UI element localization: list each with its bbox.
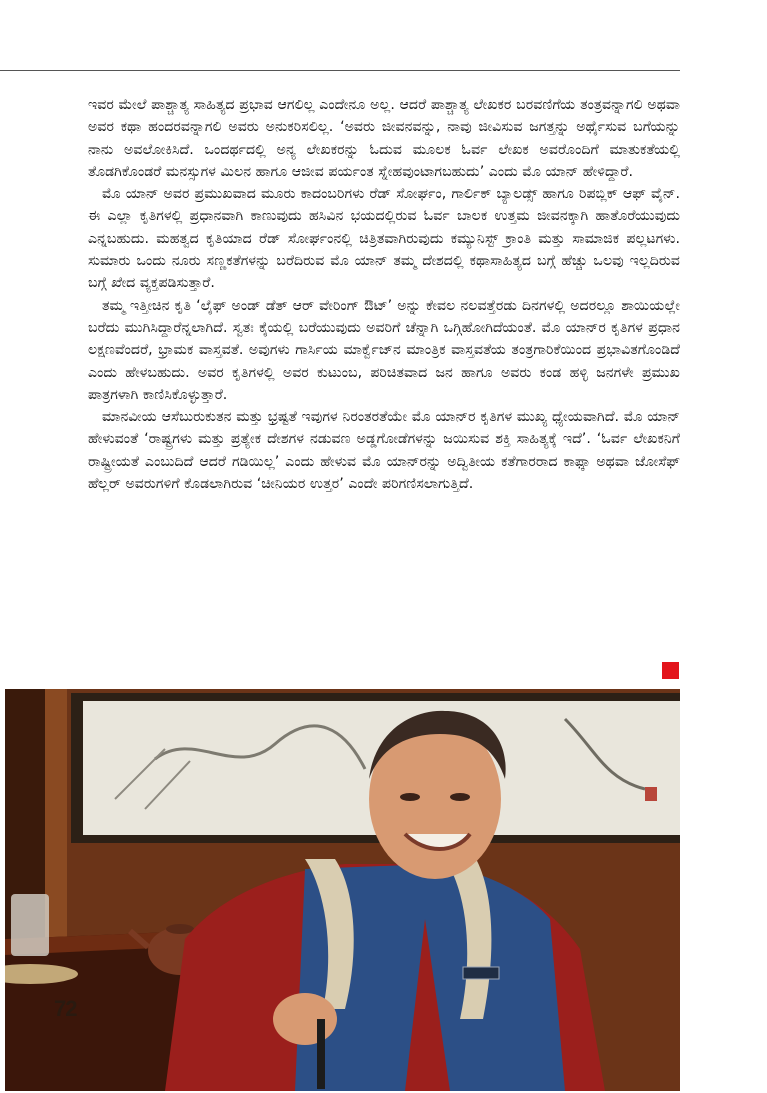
author-photo bbox=[5, 689, 680, 1091]
top-divider bbox=[0, 70, 680, 71]
paragraph-1: ಇವರ ಮೇಲೆ ಪಾಶ್ಚಾತ್ಯ ಸಾಹಿತ್ಯದ ಪ್ರಭಾವ ಆಗಲಿಲ್ಲ ಎಂದೇನೂ ಅಲ್ಲ. ಆದರೆ ಪಾಶ್ಚಾತ್ಯ ಲೇಖಕರ ಬರವಣಿಗೆಯ ತಂತ್ರವನ್ನಾಗಲಿ ಅಥವಾ ಅವರ ಕಥಾ ಹಂದರವನ್ನಾಗಲಿ ಅವರು ಅನುಕರಿಸಲಿಲ್ಲ. ‘ಅವರು ಜೀವನವನ್ನು, ನಾವು ಜೀವಿಸುವ ಜಗತ್ತನ್ನು ಅರ್ಥೈಸುವ ಬಗೆಯನ್ನು ನಾನು ಅವಲೋಕಿಸಿದೆ. ಒಂದರ್ಥದಲ್ಲಿ ಅನ್ಯ ಲೇಖಕರನ್ನು ಓದುವ ಮೂಲಕ ಓರ್ವ ಲೇಖಕ ಅವರೊಂದಿಗೆ ಮಾತುಕತೆಯಲ್ಲಿ ತೊಡಗಿಕೊಂಡರೆ ಮನಸ್ಸುಗಳ ಮಿಲನ ಹಾಗೂ ಆಜೀವ ಪರ್ಯಂತ ಸ್ನೇಹವುಂಟಾಗಬಹುದು’ ಎಂದು ಮೊ ಯಾನ್ ಹೇಳಿದ್ದಾರೆ. bbox=[88, 97, 680, 180]
paragraph-4: ಮಾನವೀಯ ಆಸೆಬುರುಕುತನ ಮತ್ತು ಭ್ರಷ್ಟತೆ ಇವುಗಳ ನಿರಂತರತೆಯೇ ಮೊ ಯಾನ್‌ರ ಕೃತಿಗಳ ಮುಖ್ಯ ಧ್ಯೇಯವಾಗಿದೆ. ಮೊ ಯಾನ್ ಹೇಳುವಂತೆ ‘ರಾಷ್ಟ್ರಗಳು ಮತ್ತು ಪ್ರತ್ಯೇಕ ದೇಶಗಳ ನಡುವಣ ಅಡ್ಡಗೋಡೆಗಳನ್ನು ಜಯಿಸುವ ಶಕ್ತಿ ಸಾಹಿತ್ಯಕ್ಕೆ ಇದೆ’. ‘ಓರ್ವ ಲೇಖಕನಿಗೆ ರಾಷ್ಟ್ರೀಯತೆ ಎಂಬುದಿದೆ ಆದರೆ ಗಡಿಯಿಲ್ಲ’ ಎಂದು ಹೇಳುವ ಮೊ ಯಾನ್‌ರನ್ನು ಅದ್ವಿತೀಯ ಕತೆಗಾರರಾದ ಕಾಫ್ಕಾ ಅಥವಾ ಜೋಸೆಫ್ ಹೆಲ್ಲರ್ ಅವರುಗಳಿಗೆ ಕೊಡಲಾಗಿರುವ ‘ಚೀನಿಯರ ಉತ್ತರ’ ಎಂದೇ ಪರಿಗಣಿಸಲಾಗುತ್ತಿದೆ. bbox=[88, 409, 680, 493]
author-photo-illustration bbox=[5, 689, 680, 1091]
end-of-article-mark bbox=[662, 662, 679, 679]
article-body bbox=[88, 94, 680, 495]
page-number: 72 bbox=[54, 996, 77, 1021]
paragraph-2: ಮೊ ಯಾನ್ ಅವರ ಪ್ರಮುಖವಾದ ಮೂರು ಕಾದಂಬರಿಗಳು ರೆಡ್ ಸೋರ್ಘಂ, ಗಾರ್ಲಿಕ್ ಬ್ಯಾಲಡ್ಸ್ ಹಾಗೂ ರಿಪಬ್ಲಿಕ್ ಆಫ್ ವೈನ್. ಈ ಎಲ್ಲಾ ಕೃತಿಗಳಲ್ಲಿ ಪ್ರಧಾನವಾಗಿ ಕಾಣುವುದು ಹಸಿವಿನ ಭಯದಲ್ಲಿರುವ ಓರ್ವ ಬಾಲಕ ಉತ್ತಮ ಜೀವನಕ್ಕಾಗಿ ಹಾತೊರೆಯುವುದು ಎನ್ನಬಹುದು. ಮಹತ್ವದ ಕೃತಿಯಾದ ರೆಡ್ ಸೋರ್ಘಂನಲ್ಲಿ ಚಿತ್ರಿತವಾಗಿರುವುದು ಕಮ್ಯುನಿಸ್ಟ್ ಕ್ರಾಂತಿ ಮತ್ತು ಸಾಮಾಜಿಕ ಪಲ್ಲಟಗಳು. ಸುಮಾರು ಒಂದು ನೂರು ಸಣ್ಣಕತೆಗಳನ್ನು ಬರೆದಿರುವ ಮೊ ಯಾನ್ ತಮ್ಮ ದೇಶದಲ್ಲಿ ಕಥಾಸಾಹಿತ್ಯದ ಬಗ್ಗೆ ಹೆಚ್ಚು ಒಲವು ಇಲ್ಲದಿರುವ ಬಗ್ಗೆ ಖೇದ ವ್ಯಕ್ತಪಡಿಸುತ್ತಾರೆ. bbox=[88, 186, 680, 292]
paragraph-3: ತಮ್ಮ ಇತ್ತೀಚಿನ ಕೃತಿ ‘ಲೈಫ್ ಅಂಡ್ ಡೆತ್ ಆರ್ ವೇರಿಂಗ್ ಔಟ್’ ಅನ್ನು ಕೇವಲ ನಲವತ್ತೆರಡು ದಿನಗಳಲ್ಲಿ ಅದರಲ್ಲೂ ಶಾಯಿಯಲ್ಲೇ ಬರೆದು ಮುಗಿಸಿದ್ದಾರೆನ್ನಲಾಗಿದೆ. ಸ್ವತಃ ಕೈಯಲ್ಲಿ ಬರೆಯುವುದು ಅವರಿಗೆ ಚೆನ್ನಾಗಿ ಒಗ್ಗಿಹೋಗಿದೆಯಂತೆ. ಮೊ ಯಾನ್‌ರ ಕೃತಿಗಳ ಪ್ರಧಾನ ಲಕ್ಷಣವೆಂದರೆ, ಭ್ರಾಮಕ ವಾಸ್ತವತೆ. ಅವುಗಳು ಗಾರ್ಸಿಯ ಮಾರ್ಕ್ವೆಜ್‌ನ ಮಾಂತ್ರಿಕ ವಾಸ್ತವತೆಯ ತಂತ್ರಗಾರಿಕೆಯಿಂದ ಪ್ರಭಾವಿತಗೊಂಡಿದೆ ಎಂದು ಹೇಳಬಹುದು. ಅವರ ಕೃತಿಗಳಲ್ಲಿ ಅವರ ಕುಟುಂಬ, ಪರಿಚಿತವಾದ ಜನ ಹಾಗೂ ಅವರು ಕಂಡ ಹಳ್ಳಿ ಜನಗಳೇ ಪ್ರಮುಖ ಪಾತ್ರಗಳಾಗಿ ಕಾಣಿಸಿಕೊಳ್ಳುತ್ತಾರೆ. bbox=[88, 297, 680, 403]
